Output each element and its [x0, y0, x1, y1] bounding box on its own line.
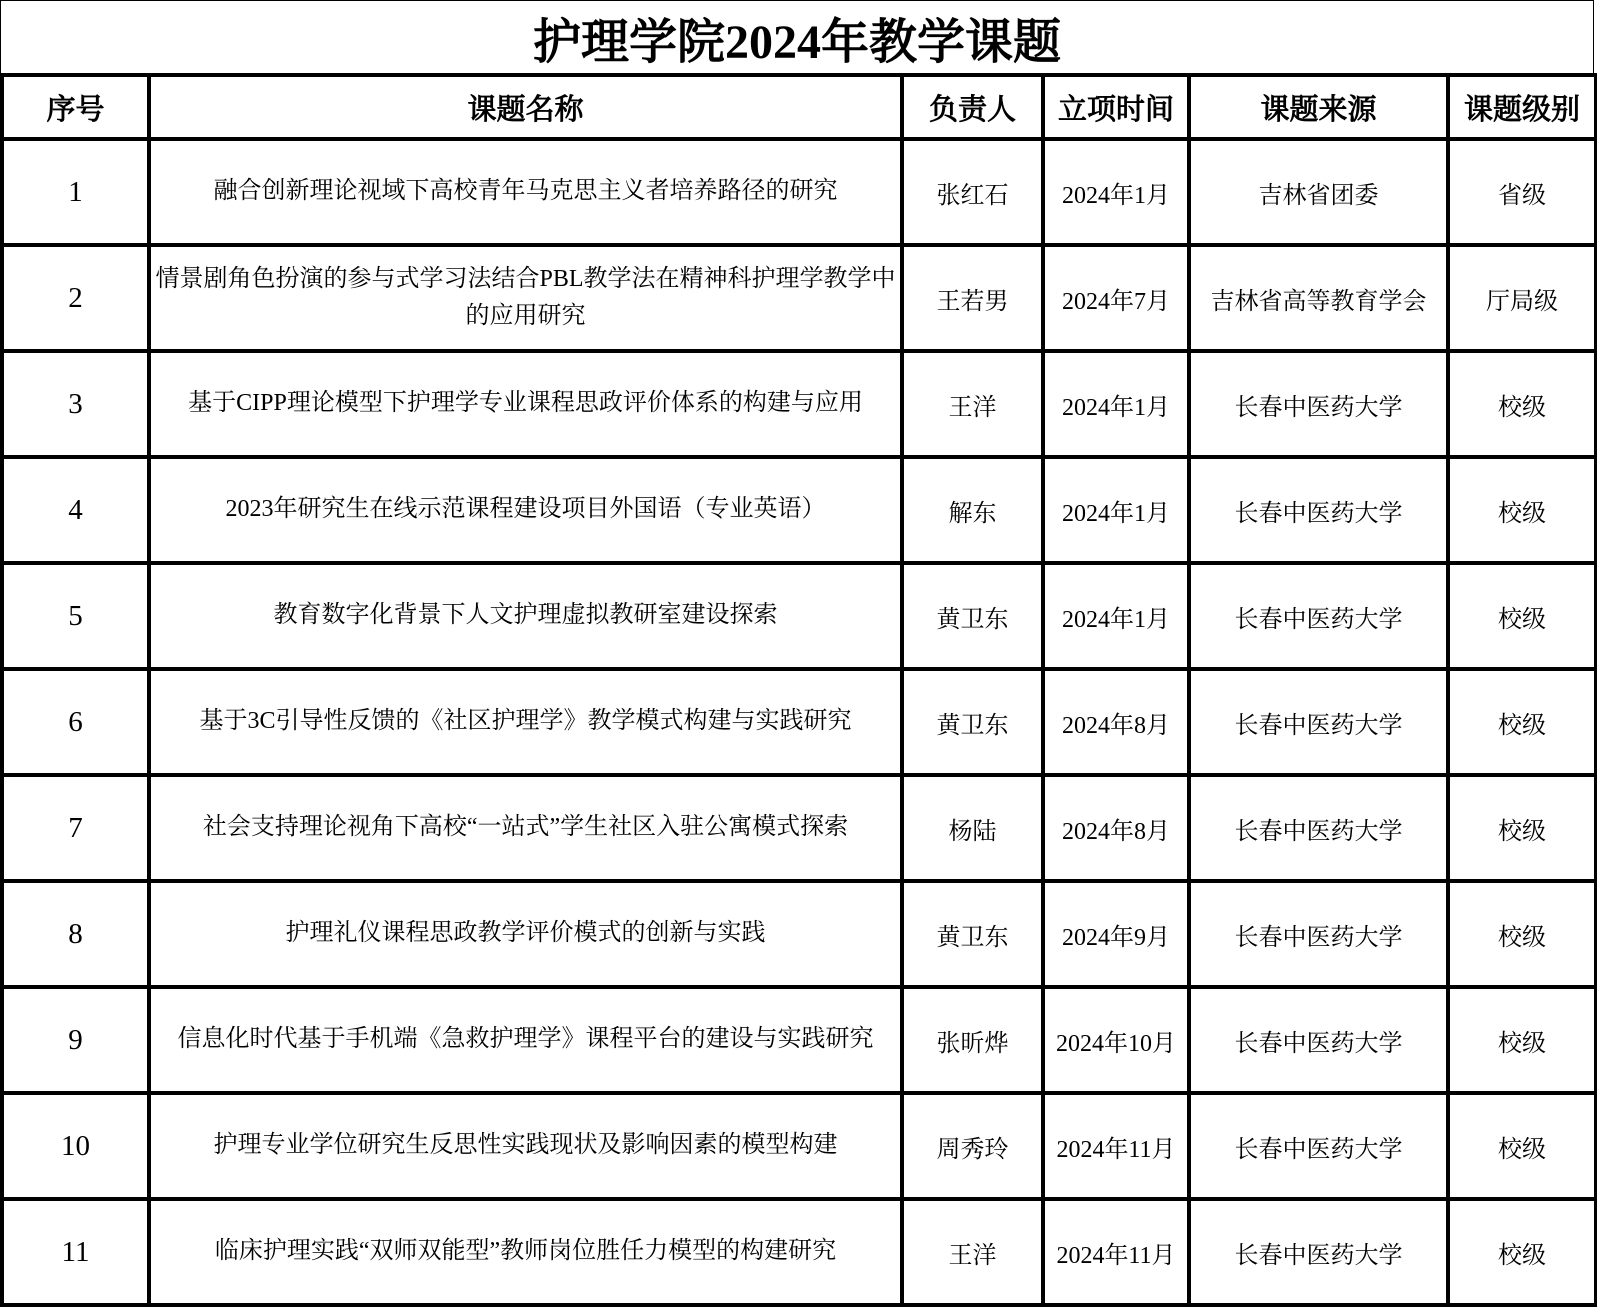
column-header-index: 序号: [2, 75, 149, 139]
cell-leader: 黄卫东: [902, 881, 1043, 987]
cell-leader: 黄卫东: [902, 669, 1043, 775]
cell-leader: 王洋: [902, 351, 1043, 457]
column-header-name: 课题名称: [149, 75, 902, 139]
table-header-row: [2, 75, 1596, 139]
table-body: [2, 139, 1596, 1305]
cell-leader: 张红石: [902, 139, 1043, 245]
cell-leader: 解东: [902, 457, 1043, 563]
cell-name: 融合创新理论视域下高校青年马克思主义者培养路径的研究: [149, 139, 902, 245]
cell-leader: 杨陆: [902, 775, 1043, 881]
table-row: [2, 1093, 1596, 1199]
cell-name: 基于CIPP理论模型下护理学专业课程思政评价体系的构建与应用: [149, 351, 902, 457]
cell-index: 11: [2, 1199, 149, 1305]
cell-name: 教育数字化背景下人文护理虚拟教研室建设探索: [149, 563, 902, 669]
cell-date: 2024年7月: [1043, 245, 1189, 351]
cell-level: 省级: [1448, 139, 1596, 245]
column-header-source: 课题来源: [1189, 75, 1448, 139]
cell-date: 2024年10月: [1043, 987, 1189, 1093]
table-row: [2, 457, 1596, 563]
cell-source: 长春中医药大学: [1189, 457, 1448, 563]
cell-source: 吉林省高等教育学会: [1189, 245, 1448, 351]
cell-source: 吉林省团委: [1189, 139, 1448, 245]
cell-date: 2024年1月: [1043, 563, 1189, 669]
table-row: [2, 987, 1596, 1093]
table-row: [2, 245, 1596, 351]
cell-name: 2023年研究生在线示范课程建设项目外国语（专业英语）: [149, 457, 902, 563]
cell-name: 社会支持理论视角下高校“一站式”学生社区入驻公寓模式探索: [149, 775, 902, 881]
column-header-leader: 负责人: [902, 75, 1043, 139]
table-row: [2, 669, 1596, 775]
cell-date: 2024年11月: [1043, 1093, 1189, 1199]
cell-level: 校级: [1448, 987, 1596, 1093]
cell-level: 校级: [1448, 669, 1596, 775]
cell-level: 校级: [1448, 457, 1596, 563]
cell-name: 临床护理实践“双师双能型”教师岗位胜任力模型的构建研究: [149, 1199, 902, 1305]
cell-leader: 黄卫东: [902, 563, 1043, 669]
cell-name: 基于3C引导性反馈的《社区护理学》教学模式构建与实践研究: [149, 669, 902, 775]
cell-index: 7: [2, 775, 149, 881]
table-row: [2, 139, 1596, 245]
cell-index: 6: [2, 669, 149, 775]
cell-level: 校级: [1448, 563, 1596, 669]
cell-source: 长春中医药大学: [1189, 1199, 1448, 1305]
cell-index: 10: [2, 1093, 149, 1199]
cell-level: 校级: [1448, 1093, 1596, 1199]
page-title: 护理学院2024年教学课题: [0, 0, 1594, 73]
cell-level: 厅局级: [1448, 245, 1596, 351]
cell-index: 4: [2, 457, 149, 563]
cell-index: 1: [2, 139, 149, 245]
cell-date: 2024年8月: [1043, 669, 1189, 775]
cell-index: 2: [2, 245, 149, 351]
cell-source: 长春中医药大学: [1189, 351, 1448, 457]
column-header-date: 立项时间: [1043, 75, 1189, 139]
projects-table: [0, 73, 1597, 1307]
cell-source: 长春中医药大学: [1189, 775, 1448, 881]
cell-date: 2024年1月: [1043, 351, 1189, 457]
cell-source: 长春中医药大学: [1189, 987, 1448, 1093]
table-row: [2, 351, 1596, 457]
cell-leader: 周秀玲: [902, 1093, 1043, 1199]
cell-source: 长春中医药大学: [1189, 669, 1448, 775]
cell-leader: 王洋: [902, 1199, 1043, 1305]
cell-date: 2024年1月: [1043, 457, 1189, 563]
cell-leader: 张昕烨: [902, 987, 1043, 1093]
cell-source: 长春中医药大学: [1189, 1093, 1448, 1199]
cell-index: 5: [2, 563, 149, 669]
table-header: [2, 75, 1596, 139]
cell-level: 校级: [1448, 1199, 1596, 1305]
table-row: [2, 1199, 1596, 1305]
cell-index: 3: [2, 351, 149, 457]
cell-date: 2024年9月: [1043, 881, 1189, 987]
cell-level: 校级: [1448, 351, 1596, 457]
cell-index: 9: [2, 987, 149, 1093]
cell-index: 8: [2, 881, 149, 987]
table-row: [2, 563, 1596, 669]
table-row: [2, 775, 1596, 881]
cell-source: 长春中医药大学: [1189, 563, 1448, 669]
cell-source: 长春中医药大学: [1189, 881, 1448, 987]
cell-level: 校级: [1448, 881, 1596, 987]
cell-name: 护理专业学位研究生反思性实践现状及影响因素的模型构建: [149, 1093, 902, 1199]
cell-date: 2024年11月: [1043, 1199, 1189, 1305]
column-header-level: 课题级别: [1448, 75, 1596, 139]
cell-name: 护理礼仪课程思政教学评价模式的创新与实践: [149, 881, 902, 987]
cell-name: 信息化时代基于手机端《急救护理学》课程平台的建设与实践研究: [149, 987, 902, 1093]
table-row: [2, 881, 1596, 987]
cell-date: 2024年1月: [1043, 139, 1189, 245]
cell-level: 校级: [1448, 775, 1596, 881]
cell-date: 2024年8月: [1043, 775, 1189, 881]
cell-name: 情景剧角色扮演的参与式学习法结合PBL教学法在精神科护理学教学中的应用研究: [149, 245, 902, 351]
cell-leader: 王若男: [902, 245, 1043, 351]
